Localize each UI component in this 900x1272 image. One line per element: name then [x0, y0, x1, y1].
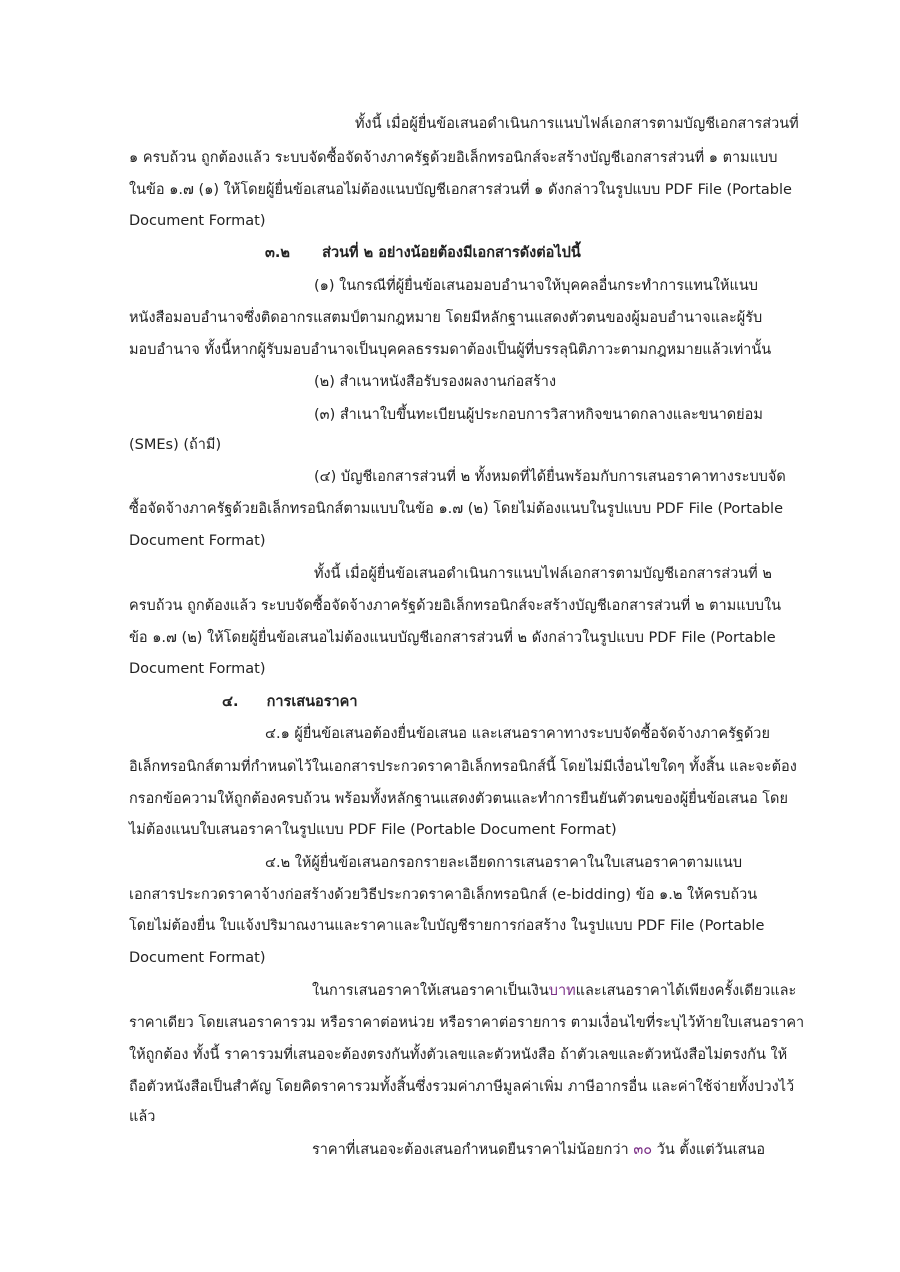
- validity-line: [312, 1140, 765, 1160]
- price-paragraph-first-line: [312, 981, 796, 1001]
- text-line: Document Format): [129, 661, 266, 677]
- text-line: ราคาเดียว โดยเสนอราคารวม หรือราคาต่อหน่วย หรือราคาต่อรายการ ตามเงื่อนไขที่ระบุไว้ท้ายใบเสนอราคา: [129, 1015, 805, 1031]
- list-item: ๔.๒ ให้ผู้ยื่นข้อเสนอกรอกรายละเอียดการเสนอราคาในใบเสนอราคาตามแนบ: [265, 855, 743, 871]
- section-4-heading: [222, 692, 358, 712]
- text-line: เอกสารประกวดราคาจ้างก่อสร้างด้วยวิธีประกวดราคาอิเล็กทรอนิกส์ (e-bidding) ข้อ ๑.๒ ให้ครบถ้วน: [129, 887, 758, 903]
- text-run: และเสนอราคาได้เพียงครั้งเดียวและ: [575, 983, 797, 999]
- text-line: มอบอำนาจ ทั้งนี้หากผู้รับมอบอำนาจเป็นบุคคลธรรมดาต้องเป็นผู้ที่บรรลุนิติภาวะตามกฎหมายแล้วเท่านั้น: [129, 342, 772, 358]
- text-line: ให้ถูกต้อง ทั้งนี้ ราคารวมที่เสนอจะต้องตรงกันทั้งตัวเลขและตัวหนังสือ ถ้าตัวเลขและตัวหนังสือไม่ตรงกัน ให้: [129, 1047, 788, 1063]
- text-run: ในการเสนอราคาให้เสนอราคาเป็นเงิน: [312, 983, 549, 999]
- text-line: กรอกข้อความให้ถูกต้องครบถ้วน พร้อมทั้งหลักฐานแสดงตัวตนและทำการยืนยันตัวตนของผู้ยื่นข้อเสนอ โดย: [129, 791, 788, 807]
- list-item: (๔) บัญชีเอกสารส่วนที่ ๒ ทั้งหมดที่ได้ยื่นพร้อมกับการเสนอราคาทางระบบจัด: [314, 469, 786, 485]
- text-line: ถือตัวหนังสือเป็นสำคัญ โดยคิดราคารวมทั้งสิ้นซึ่งรวมค่าภาษีมูลค่าเพิ่ม ภาษีอากรอื่น และค่าใช้จ่ายทั้งปวงไว้: [129, 1079, 795, 1095]
- text-line: ในข้อ ๑.๗ (๑) ให้โดยผู้ยื่นข้อเสนอไม่ต้องแนบบัญชีเอกสารส่วนที่ ๑ ดังกล่าวในรูปแบบ PDF File (Portable: [129, 182, 792, 198]
- text-line: หนังสือมอบอำนาจซึ่งติดอากรแสตมป์ตามกฎหมาย โดยมีหลักฐานแสดงตัวตนของผู้มอบอำนาจและผู้รับ: [129, 310, 763, 326]
- text-run: ราคาที่เสนอจะต้องเสนอกำหนดยืนราคาไม่น้อยกว่า: [312, 1142, 634, 1158]
- text-line: ข้อ ๑.๗ (๒) ให้โดยผู้ยื่นข้อเสนอไม่ต้องแนบบัญชีเอกสารส่วนที่ ๒ ดังกล่าวในรูปแบบ PDF File (Portable: [129, 630, 776, 646]
- text-line: แล้ว: [129, 1109, 156, 1125]
- text-line: โดยไม่ต้องยื่น ใบแจ้งปริมาณงานและราคาและใบบัญชีรายการก่อสร้าง ในรูปแบบ PDF File (Portable: [129, 918, 765, 934]
- list-item: (๓) สำเนาใบขึ้นทะเบียนผู้ประกอบการวิสาหกิจขนาดกลางและขนาดย่อม: [314, 407, 763, 423]
- text-run: วัน ตั้งแต่วันเสนอ: [652, 1142, 766, 1158]
- text-line: ทั้งนี้ เมื่อผู้ยื่นข้อเสนอดำเนินการแนบไฟล์เอกสารตามบัญชีเอกสารส่วนที่: [355, 116, 799, 132]
- section-3-2-heading: [265, 243, 581, 263]
- list-item: (๑) ในกรณีที่ผู้ยื่นข้อเสนอมอบอำนาจให้บุคคลอื่นกระทำการแทนให้แนบ: [314, 278, 758, 294]
- validity-days-highlight: ๓๐: [633, 1142, 653, 1158]
- section-title: ส่วนที่ ๒ อย่างน้อยต้องมีเอกสารดังต่อไปนี้: [322, 245, 581, 261]
- text-line: Document Format): [129, 213, 266, 229]
- text-line: ๑ ครบถ้วน ถูกต้องแล้ว ระบบจัดซื้อจัดจ้างภาครัฐด้วยอิเล็กทรอนิกส์จะสร้างบัญชีเอกสารส่วนที่ ๑ ตามแบบ: [129, 150, 778, 166]
- section-number: ๓.๒: [265, 245, 290, 261]
- text-line: Document Format): [129, 533, 266, 549]
- list-item: ๔.๑ ผู้ยื่นข้อเสนอต้องยื่นข้อเสนอ และเสนอราคาทางระบบจัดซื้อจัดจ้างภาครัฐด้วย: [265, 726, 770, 742]
- section-number: ๔.: [222, 694, 239, 710]
- text-line: ทั้งนี้ เมื่อผู้ยื่นข้อเสนอดำเนินการแนบไฟล์เอกสารตามบัญชีเอกสารส่วนที่ ๒: [314, 566, 772, 582]
- text-line: ครบถ้วน ถูกต้องแล้ว ระบบจัดซื้อจัดจ้างภาครัฐด้วยอิเล็กทรอนิกส์จะสร้างบัญชีเอกสารส่วนที่ ๒ ตามแบบใน: [129, 598, 781, 614]
- text-line: อิเล็กทรอนิกส์ตามที่กำหนดไว้ในเอกสารประกวดราคาอิเล็กทรอนิกส์นี้ โดยไม่มีเงื่อนไขใดๆ ทั้งสิ้น และจะต้อง: [129, 759, 797, 775]
- text-line: Document Format): [129, 950, 266, 966]
- text-line: ซื้อจัดจ้างภาครัฐด้วยอิเล็กทรอนิกส์ตามแบบในข้อ ๑.๗ (๒) โดยไม่ต้องแนบในรูปแบบ PDF File (Portable: [129, 501, 783, 517]
- text-line: ไม่ต้องแนบใบเสนอราคาในรูปแบบ PDF File (Portable Document Format): [129, 822, 617, 838]
- list-item: (๒) สำเนาหนังสือรับรองผลงานก่อสร้าง: [314, 374, 557, 390]
- section-title: การเสนอราคา: [266, 694, 358, 710]
- text-line: (SMEs) (ถ้ามี): [129, 437, 222, 453]
- currency-highlight: บาท: [548, 983, 576, 999]
